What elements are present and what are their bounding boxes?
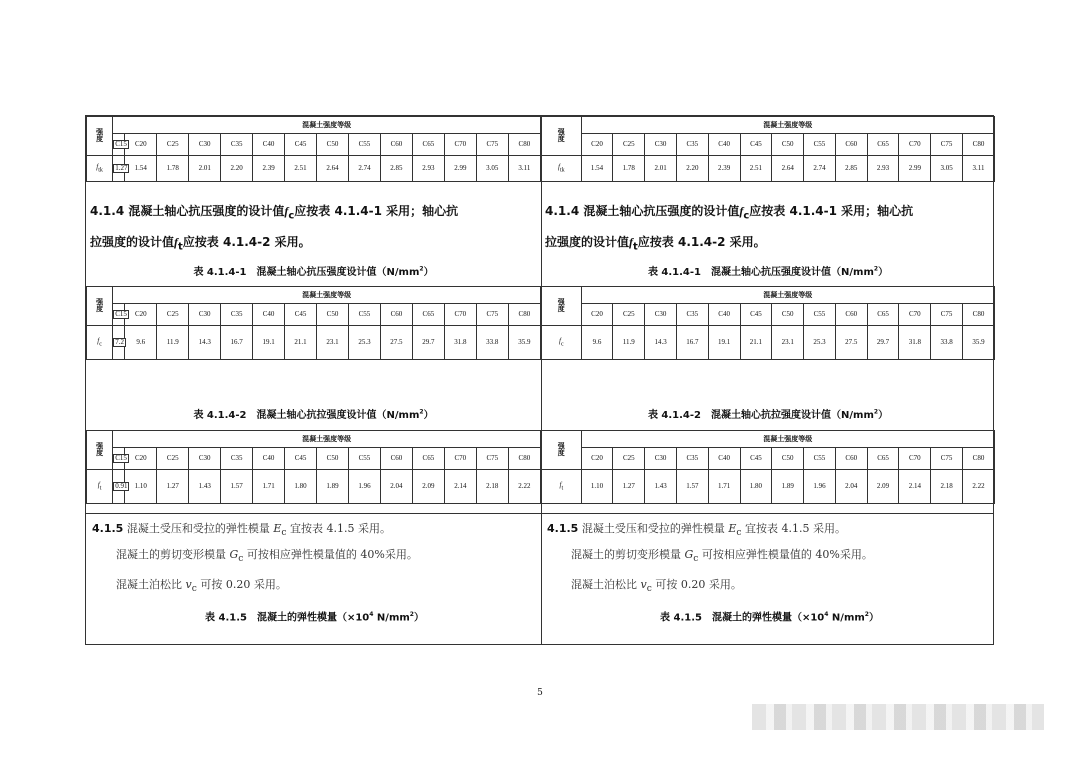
symbol-letter: f	[97, 480, 100, 489]
grade-c75: C75	[931, 448, 963, 470]
value-c20: 1.54	[125, 156, 157, 182]
side-label-bottom: 度	[557, 135, 565, 143]
value-c35: 1.57	[221, 470, 253, 504]
symbol-subscript: c	[99, 341, 102, 348]
value-c60: 2.85	[380, 156, 412, 182]
grade-c40: C40	[708, 304, 740, 326]
strength-grade-header: 混凝土强度等级	[113, 431, 541, 448]
grade-c20: C20	[581, 448, 613, 470]
grade-c70: C70	[899, 134, 931, 156]
value-c70: 2.14	[444, 470, 476, 504]
value-c80: 3.11	[508, 156, 540, 182]
value-c65: 29.7	[867, 326, 899, 360]
caption-4-1-4-2-right: 表 4.1.4-2 混凝土轴心抗拉强度设计值$(N/mm^2)$	[647, 408, 889, 421]
value-c45: 21.1	[740, 326, 772, 360]
trial-grade-label: C15	[115, 454, 127, 462]
value-c60: 27.5	[835, 326, 867, 360]
strength-table	[541, 430, 995, 504]
grade-c65: C65	[867, 448, 899, 470]
value-c70: 2.14	[899, 470, 931, 504]
grade-c25: C25	[613, 134, 645, 156]
section-divider	[86, 513, 993, 514]
grade-c45: C45	[285, 304, 317, 326]
grade-c20: C20	[125, 304, 157, 326]
value-c20: 9.6	[125, 326, 157, 360]
clause-4-1-5-left: 4.1.5 混凝土受压和受拉的弹性模量 $E_c$ 宜按表 4.1.5 采用。 混凝土的剪切变形模量 $G_c$ 可按相应弹性模量值的 40%采用。 混凝土泊松比 $v_c$ 可按 0.20 采用。 表 4.1.5 混凝土的弹性模量（$\times 10^4$ $N/mm^2$）	[92, 518, 537, 630]
grade-c60: C60	[380, 448, 412, 470]
value-c35: 1.57	[676, 470, 708, 504]
grade-c80: C80	[962, 134, 994, 156]
symbol-letter: f	[97, 336, 100, 345]
value-c25: 1.78	[157, 156, 189, 182]
grade-c60: C60	[380, 134, 412, 156]
value-c30: 1.43	[645, 470, 677, 504]
strength-side-label	[87, 431, 113, 470]
blurred-watermark	[752, 704, 1044, 730]
grade-c35: C35	[676, 448, 708, 470]
value-c35: 2.20	[221, 156, 253, 182]
grade-c80: C80	[508, 304, 540, 326]
symbol-subscript: tk	[98, 167, 103, 174]
grade-c50: C50	[772, 134, 804, 156]
grade-c60: C60	[835, 448, 867, 470]
value-c50: 1.89	[317, 470, 349, 504]
strength-side-label	[542, 287, 582, 326]
grade-c65: C65	[412, 448, 444, 470]
grade-c50: C50	[317, 304, 349, 326]
value-c80: 35.9	[962, 326, 994, 360]
side-label-bottom: 度	[557, 305, 565, 313]
value-c20: 1.10	[125, 470, 157, 504]
grade-c40: C40	[253, 448, 285, 470]
grade-c65: C65	[412, 134, 444, 156]
value-c40: 2.39	[708, 156, 740, 182]
symbol-subscript: tk	[559, 167, 565, 174]
strength-symbol	[87, 470, 113, 504]
strength-symbol	[542, 470, 582, 504]
grade-c55: C55	[348, 304, 380, 326]
grade-c75: C75	[931, 304, 963, 326]
value-c50: 2.64	[317, 156, 349, 182]
grade-c70: C70	[444, 304, 476, 326]
value-c65: 2.93	[412, 156, 444, 182]
value-c25: 1.27	[613, 470, 645, 504]
trial-value: 1.27	[115, 164, 128, 172]
grade-c40: C40	[708, 134, 740, 156]
strength-symbol	[87, 326, 113, 360]
value-c70: 2.99	[444, 156, 476, 182]
value-c75: 3.05	[476, 156, 508, 182]
grade-c45: C45	[740, 448, 772, 470]
grade-c25: C25	[613, 304, 645, 326]
value-c50: 23.1	[317, 326, 349, 360]
value-c25: 1.78	[613, 156, 645, 182]
grade-c40: C40	[253, 134, 285, 156]
value-c50: 1.89	[772, 470, 804, 504]
grade-c20: C20	[125, 448, 157, 470]
grade-c60: C60	[835, 134, 867, 156]
grade-c45: C45	[285, 448, 317, 470]
grade-c60: C60	[380, 304, 412, 326]
value-c75: 2.18	[931, 470, 963, 504]
value-c40: 1.71	[708, 470, 740, 504]
caption-4-1-4-2-left: 表 4.1.4-2 混凝土轴心抗拉强度设计值$(N/mm^2)$	[193, 408, 434, 421]
value-c55: 2.74	[804, 156, 836, 182]
side-label-bottom: 度	[96, 449, 104, 457]
value-c65: 2.09	[867, 470, 899, 504]
value-c45: 1.80	[740, 470, 772, 504]
grade-c35: C35	[221, 448, 253, 470]
value-c65: 29.7	[412, 326, 444, 360]
strength-table	[86, 116, 541, 182]
value-c80: 3.11	[962, 156, 994, 182]
symbol-subscript: t	[99, 485, 102, 492]
symbol-subscript: t	[561, 485, 564, 492]
value-c35: 2.20	[676, 156, 708, 182]
value-c25: 11.9	[613, 326, 645, 360]
strength-side-label	[542, 431, 582, 470]
trial-grade-c15	[113, 304, 125, 326]
grade-c35: C35	[221, 304, 253, 326]
grade-c45: C45	[285, 134, 317, 156]
symbol-letter: f	[559, 480, 562, 489]
side-label-top: 强	[557, 298, 565, 306]
value-c75: 3.05	[931, 156, 963, 182]
strength-side-label	[87, 287, 113, 326]
value-c75: 33.8	[931, 326, 963, 360]
value-c30: 2.01	[645, 156, 677, 182]
value-c20: 9.6	[581, 326, 613, 360]
side-label-bottom: 度	[96, 135, 104, 143]
value-c70: 31.8	[899, 326, 931, 360]
value-c40: 19.1	[708, 326, 740, 360]
grade-c50: C50	[772, 448, 804, 470]
strength-grade-header: 混凝土强度等级	[113, 117, 541, 134]
trial-value-c15	[113, 470, 128, 504]
grade-c50: C50	[772, 304, 804, 326]
grade-c35: C35	[676, 134, 708, 156]
value-c25: 1.27	[157, 470, 189, 504]
page-number: 5	[537, 688, 543, 698]
grade-c25: C25	[157, 134, 189, 156]
value-c45: 2.51	[740, 156, 772, 182]
caption-4-1-5-left: 表 4.1.5 混凝土的弹性模量（$\times 10^4$ $N/mm^2$）	[205, 611, 424, 624]
grade-c50: C50	[317, 134, 349, 156]
caption-4-1-4-1-left: 表 4.1.4-1 混凝土轴心抗压强度设计值$(N/mm^2)$	[193, 265, 434, 278]
grade-c80: C80	[962, 448, 994, 470]
grade-c30: C30	[645, 448, 677, 470]
strength-grade-header: 混凝土强度等级	[113, 287, 541, 304]
grade-c30: C30	[645, 134, 677, 156]
value-c35: 16.7	[221, 326, 253, 360]
grade-c70: C70	[444, 448, 476, 470]
grade-c75: C75	[476, 134, 508, 156]
grade-c55: C55	[348, 448, 380, 470]
symbol-subscript: c	[560, 341, 564, 348]
value-c40: 1.71	[253, 470, 285, 504]
value-c30: 2.01	[189, 156, 221, 182]
grade-c45: C45	[740, 134, 772, 156]
grade-c25: C25	[613, 448, 645, 470]
value-c60: 2.04	[835, 470, 867, 504]
value-c40: 2.39	[253, 156, 285, 182]
strength-table	[541, 116, 995, 182]
grade-c65: C65	[412, 304, 444, 326]
value-c55: 25.3	[804, 326, 836, 360]
side-label-bottom: 度	[96, 305, 104, 313]
side-label-top: 强	[96, 298, 104, 306]
strength-symbol	[542, 156, 582, 182]
value-c55: 2.74	[348, 156, 380, 182]
trial-value: 7.2	[115, 338, 124, 346]
value-c60: 27.5	[380, 326, 412, 360]
strength-grade-header: 混凝土强度等级	[581, 431, 994, 448]
grade-c30: C30	[189, 304, 221, 326]
value-c60: 2.85	[835, 156, 867, 182]
value-c30: 14.3	[645, 326, 677, 360]
value-c35: 16.7	[676, 326, 708, 360]
value-c75: 33.8	[476, 326, 508, 360]
symbol-letter: f	[558, 336, 561, 345]
grade-c65: C65	[867, 304, 899, 326]
trial-value-c15	[113, 326, 125, 360]
side-label-top: 强	[96, 128, 104, 136]
value-c75: 2.18	[476, 470, 508, 504]
value-c80: 35.9	[508, 326, 540, 360]
grade-c55: C55	[804, 134, 836, 156]
value-c30: 14.3	[189, 326, 221, 360]
strength-table	[86, 430, 541, 504]
trial-value-c15	[113, 156, 128, 182]
grade-c30: C30	[189, 134, 221, 156]
grade-c80: C80	[508, 134, 540, 156]
value-c20: 1.10	[581, 470, 613, 504]
trial-grade-c15	[113, 448, 125, 470]
grade-c70: C70	[899, 304, 931, 326]
value-c80: 2.22	[962, 470, 994, 504]
trial-value: 0.91	[115, 482, 128, 490]
value-c30: 1.43	[189, 470, 221, 504]
grade-c75: C75	[476, 304, 508, 326]
value-c55: 1.96	[804, 470, 836, 504]
page-frame	[85, 115, 994, 645]
grade-c65: C65	[867, 134, 899, 156]
value-c50: 23.1	[772, 326, 804, 360]
side-label-top: 强	[557, 442, 565, 450]
grade-c80: C80	[508, 448, 540, 470]
value-c20: 1.54	[581, 156, 613, 182]
strength-symbol	[542, 326, 582, 360]
value-c55: 1.96	[348, 470, 380, 504]
value-c55: 25.3	[348, 326, 380, 360]
side-label-top: 强	[96, 442, 104, 450]
grade-c75: C75	[931, 134, 963, 156]
strength-side-label	[87, 117, 113, 156]
strength-grade-header: 混凝土强度等级	[581, 287, 994, 304]
value-c65: 2.93	[867, 156, 899, 182]
trial-grade-label: C15	[115, 140, 127, 148]
side-label-top: 强	[557, 128, 565, 136]
caption-4-1-4-1-right: 表 4.1.4-1 混凝土轴心抗压强度设计值$(N/mm^2)$	[647, 265, 889, 278]
strength-table	[541, 286, 995, 360]
trial-grade-c15	[113, 134, 125, 156]
grade-c40: C40	[253, 304, 285, 326]
strength-symbol	[87, 156, 113, 182]
clause-4-1-5-right: 4.1.5 混凝土受压和受拉的弹性模量 $E_c$ 宜按表 4.1.5 采用。 混凝土的剪切变形模量 $G_c$ 可按相应弹性模量值的 40%采用。 混凝土泊松比 $v_c$ 可按 0.20 采用。 表 4.1.5 混凝土的弹性模量（$\times 10^4$ $N/mm^2$）	[547, 518, 992, 630]
value-c65: 2.09	[412, 470, 444, 504]
clause-4-1-4-left: 4.1.4 混凝土轴心抗压强度的设计值$f_c$应按表 4.1.4-1 采用；轴心抗 拉强度的设计值$f_t$应按表 4.1.4-2 采用。	[90, 204, 459, 253]
clause-4-1-4-right: 4.1.4 混凝土轴心抗压强度的设计值$f_c$应按表 4.1.4-1 采用；轴心抗 拉强度的设计值$f_t$应按表 4.1.4-2 采用。	[545, 204, 914, 253]
symbol-letter: f	[557, 162, 560, 171]
value-c50: 2.64	[772, 156, 804, 182]
grade-c80: C80	[962, 304, 994, 326]
value-c25: 11.9	[157, 326, 189, 360]
strength-grade-header: 混凝土强度等级	[581, 117, 994, 134]
strength-side-label	[542, 117, 582, 156]
grade-c25: C25	[157, 448, 189, 470]
value-c80: 2.22	[508, 470, 540, 504]
grade-c55: C55	[804, 304, 836, 326]
side-label-bottom: 度	[557, 449, 565, 457]
value-c45: 2.51	[285, 156, 317, 182]
strength-table	[86, 286, 541, 360]
grade-c30: C30	[189, 448, 221, 470]
grade-c45: C45	[740, 304, 772, 326]
grade-c75: C75	[476, 448, 508, 470]
grade-c55: C55	[804, 448, 836, 470]
grade-c55: C55	[348, 134, 380, 156]
grade-c30: C30	[645, 304, 677, 326]
grade-c50: C50	[317, 448, 349, 470]
trial-grade-label: C15	[115, 310, 127, 318]
grade-c25: C25	[157, 304, 189, 326]
grade-c20: C20	[581, 134, 613, 156]
caption-4-1-5-right: 表 4.1.5 混凝土的弹性模量（$\times 10^4$ $N/mm^2$）	[660, 611, 879, 624]
grade-c60: C60	[835, 304, 867, 326]
grade-c40: C40	[708, 448, 740, 470]
grade-c35: C35	[221, 134, 253, 156]
value-c70: 31.8	[444, 326, 476, 360]
value-c60: 2.04	[380, 470, 412, 504]
grade-c35: C35	[676, 304, 708, 326]
value-c40: 19.1	[253, 326, 285, 360]
value-c70: 2.99	[899, 156, 931, 182]
grade-c70: C70	[444, 134, 476, 156]
grade-c20: C20	[581, 304, 613, 326]
grade-c20: C20	[125, 134, 157, 156]
value-c45: 1.80	[285, 470, 317, 504]
grade-c70: C70	[899, 448, 931, 470]
symbol-letter: f	[96, 162, 99, 171]
value-c45: 21.1	[285, 326, 317, 360]
